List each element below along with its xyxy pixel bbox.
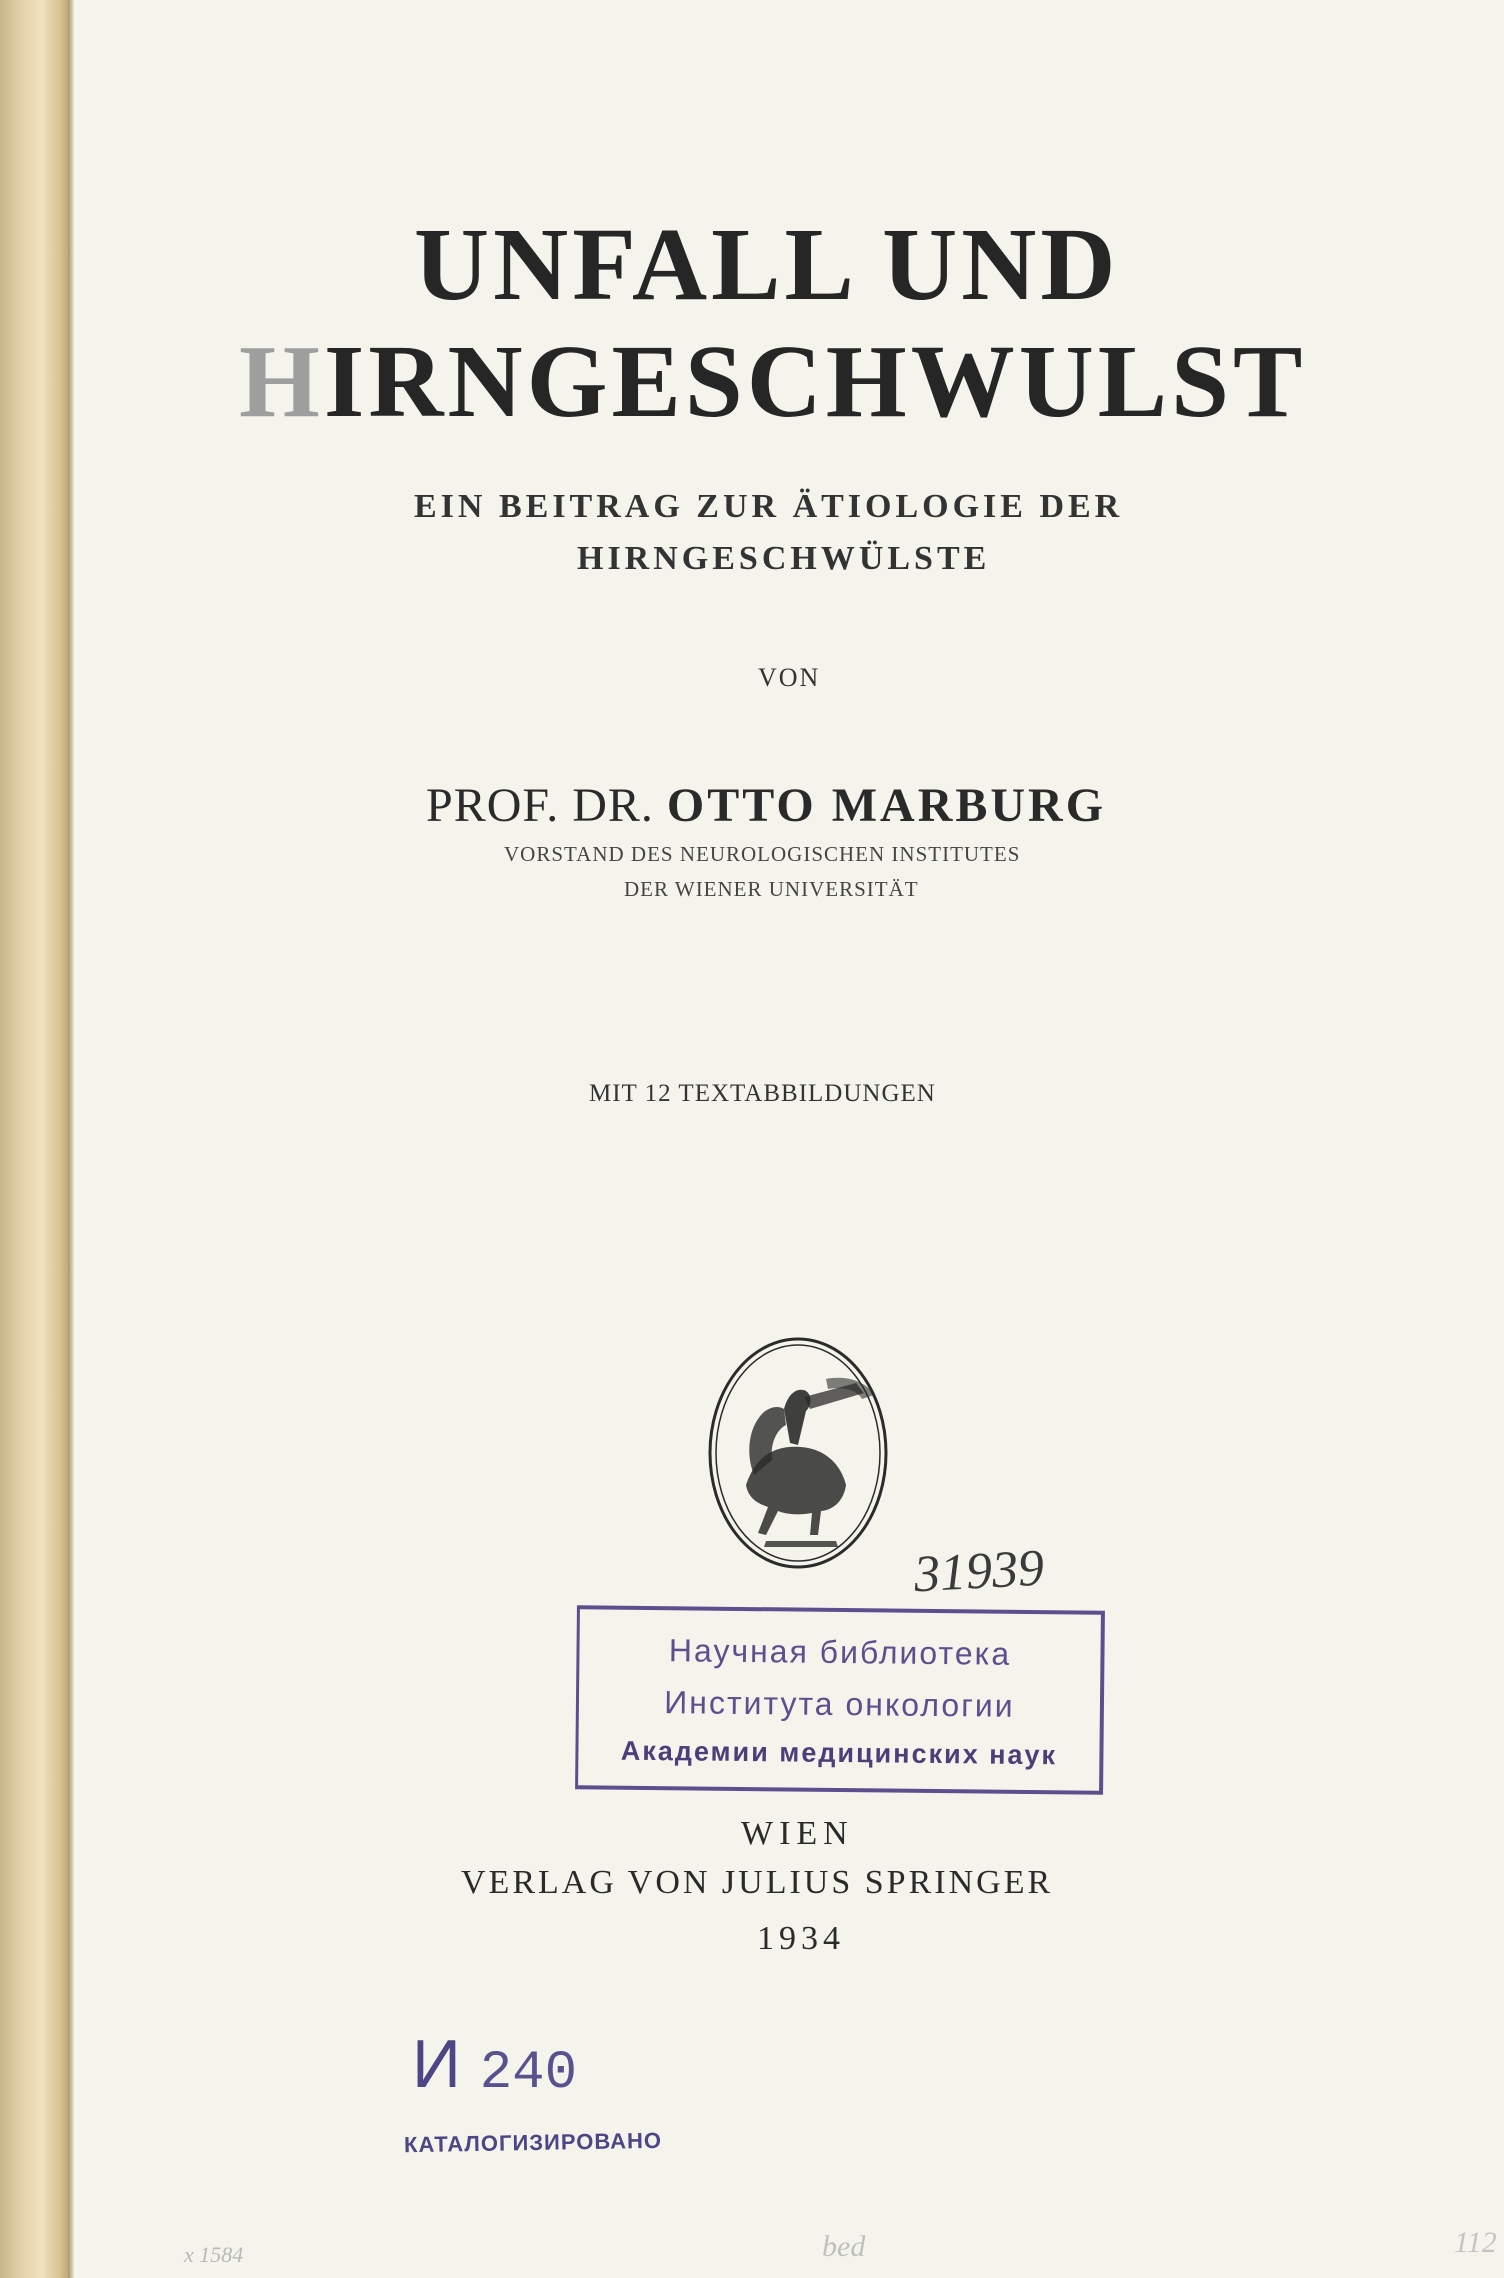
imprint-publisher: VERLAG VON JULIUS SPRINGER	[461, 1864, 1054, 1901]
faint-pencil-mark-center: bed	[822, 2230, 866, 2263]
author-affiliation-line-1: VORSTAND DES NEUROLOGISCHEN INSTITUTES	[504, 842, 1021, 866]
illustrations-note: MIT 12 TEXTABBILDUNGEN	[589, 1080, 936, 1107]
faint-pencil-mark-right: 112	[1454, 2226, 1497, 2259]
faint-pencil-mark-left: x 1584	[184, 2242, 244, 2267]
call-number-stamp	[412, 2025, 577, 2104]
author-line	[426, 778, 1106, 833]
library-stamp-line-2: Института онкологии	[664, 1684, 1015, 1724]
book-spine-edge	[0, 0, 70, 2278]
author-name: OTTO MARBURG	[666, 779, 1107, 832]
title-line-1: UNFALL UND	[414, 207, 1120, 322]
catalogued-stamp: КАТАЛОГИЗИРОВАНО	[403, 2127, 663, 2158]
author-prefix: PROF. DR.	[426, 779, 654, 832]
library-stamp	[575, 1605, 1105, 1795]
springer-horse-emblem-icon	[706, 1335, 890, 1571]
call-number-letter: И	[412, 2026, 461, 2102]
title-line-2	[239, 322, 1306, 441]
call-number-digits: 240	[479, 2043, 577, 2104]
by-label: VON	[758, 663, 821, 692]
title-page	[74, 0, 1504, 2278]
author-affiliation-line-2: DER WIENER UNIVERSITÄT	[624, 877, 919, 901]
imprint-city: WIEN	[741, 1815, 854, 1852]
title-line-2-rest: IRNGESCHWULST	[323, 324, 1307, 439]
subtitle-line-1: EIN BEITRAG ZUR ÄTIOLOGIE DER	[414, 488, 1124, 525]
library-stamp-line-3: Академии медицинских наук	[620, 1735, 1058, 1771]
title-line-2-faded-initial: H	[239, 324, 324, 439]
subtitle-line-2: HIRNGESCHWÜLSTE	[577, 540, 991, 577]
library-stamp-line-1: Научная библиотека	[668, 1632, 1012, 1672]
imprint-year: 1934	[757, 1920, 845, 1957]
handwritten-accession-number: 31939	[912, 1539, 1046, 1604]
